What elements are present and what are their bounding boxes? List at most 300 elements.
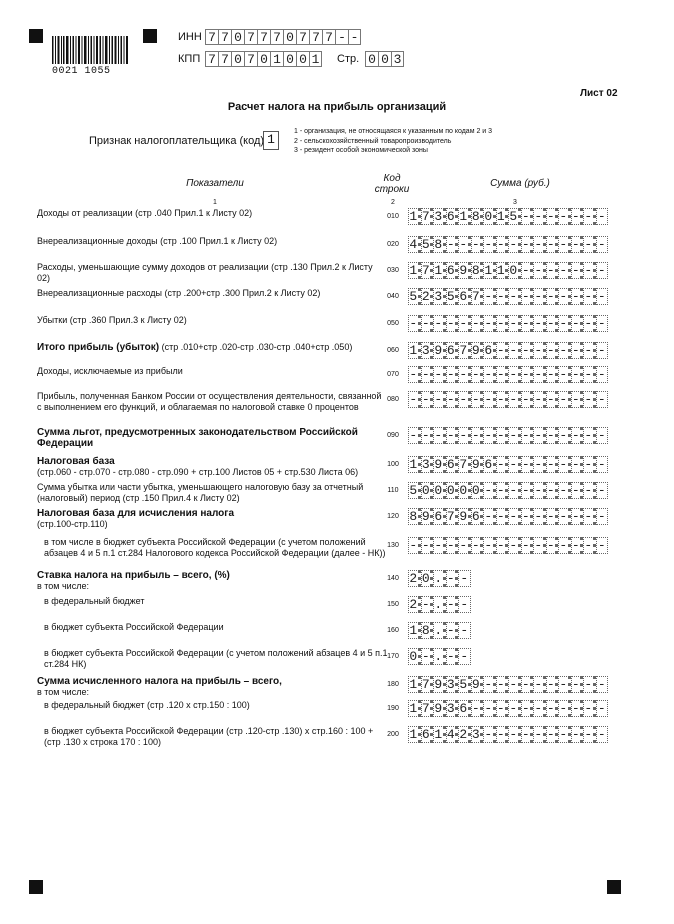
amount-cell[interactable]: 7: [446, 508, 459, 525]
amount-cell[interactable]: -: [483, 288, 496, 305]
amount-field[interactable]: [408, 726, 608, 743]
amount-field[interactable]: [408, 508, 608, 525]
amount-cell[interactable]: -: [583, 262, 596, 279]
amount-cell[interactable]: -: [558, 262, 571, 279]
amount-cell[interactable]: -: [496, 366, 509, 383]
amount-cell[interactable]: -: [458, 391, 471, 408]
amount-cell[interactable]: -: [571, 208, 584, 225]
amount-cell[interactable]: -: [533, 726, 546, 743]
kpp-cell[interactable]: 0: [231, 51, 244, 67]
amount-cell[interactable]: -: [496, 508, 509, 525]
amount-cell[interactable]: -: [471, 391, 484, 408]
amount-cell[interactable]: 1: [408, 726, 421, 743]
amount-cell[interactable]: -: [596, 676, 609, 693]
amount-cell[interactable]: -: [521, 456, 534, 473]
amount-cell[interactable]: -: [521, 342, 534, 359]
amount-cell[interactable]: -: [533, 342, 546, 359]
amount-cell[interactable]: -: [446, 596, 459, 613]
amount-cell[interactable]: -: [521, 208, 534, 225]
amount-cell[interactable]: -: [521, 262, 534, 279]
amount-cell[interactable]: -: [533, 315, 546, 332]
amount-cell[interactable]: 1: [433, 262, 446, 279]
amount-cell[interactable]: -: [483, 537, 496, 554]
amount-cell[interactable]: -: [558, 288, 571, 305]
inn-cell[interactable]: 7: [296, 29, 309, 45]
amount-cell[interactable]: -: [483, 726, 496, 743]
amount-field[interactable]: [408, 288, 608, 305]
amount-cell[interactable]: -: [558, 427, 571, 444]
amount-cell[interactable]: 6: [483, 342, 496, 359]
amount-cell[interactable]: 6: [458, 700, 471, 717]
amount-cell[interactable]: -: [571, 456, 584, 473]
amount-cell[interactable]: 7: [421, 676, 434, 693]
amount-cell[interactable]: -: [496, 342, 509, 359]
amount-cell[interactable]: -: [483, 482, 496, 499]
amount-field[interactable]: [408, 262, 608, 279]
amount-cell[interactable]: -: [496, 700, 509, 717]
amount-cell[interactable]: -: [483, 427, 496, 444]
amount-cell[interactable]: -: [596, 315, 609, 332]
amount-cell[interactable]: 4: [446, 726, 459, 743]
amount-cell[interactable]: -: [571, 676, 584, 693]
amount-cell[interactable]: -: [446, 315, 459, 332]
amount-cell[interactable]: -: [433, 537, 446, 554]
amount-cell[interactable]: 2: [458, 726, 471, 743]
amount-cell[interactable]: -: [421, 315, 434, 332]
page-number-cell[interactable]: 3: [391, 51, 404, 67]
amount-cell[interactable]: -: [446, 622, 459, 639]
amount-cell[interactable]: 1: [433, 726, 446, 743]
amount-cell[interactable]: 5: [458, 676, 471, 693]
amount-cell[interactable]: -: [446, 570, 459, 587]
amount-cell[interactable]: .: [433, 622, 446, 639]
amount-cell[interactable]: 5: [446, 288, 459, 305]
page-number-cell[interactable]: 0: [378, 51, 391, 67]
amount-cell[interactable]: -: [583, 236, 596, 253]
kpp-cell[interactable]: 1: [270, 51, 283, 67]
amount-cell[interactable]: 1: [408, 456, 421, 473]
amount-cell[interactable]: -: [583, 342, 596, 359]
amount-cell[interactable]: 7: [421, 262, 434, 279]
amount-cell[interactable]: -: [458, 648, 471, 665]
kpp-cell[interactable]: 0: [283, 51, 296, 67]
amount-cell[interactable]: -: [583, 537, 596, 554]
amount-cell[interactable]: 6: [483, 456, 496, 473]
amount-cell[interactable]: -: [521, 366, 534, 383]
inn-cell[interactable]: 7: [257, 29, 270, 45]
amount-cell[interactable]: -: [533, 288, 546, 305]
amount-cell[interactable]: -: [508, 427, 521, 444]
amount-cell[interactable]: -: [533, 456, 546, 473]
amount-cell[interactable]: -: [583, 482, 596, 499]
amount-cell[interactable]: 1: [408, 676, 421, 693]
amount-cell[interactable]: -: [558, 366, 571, 383]
amount-cell[interactable]: -: [521, 288, 534, 305]
amount-cell[interactable]: -: [571, 508, 584, 525]
amount-cell[interactable]: 4: [408, 236, 421, 253]
amount-cell[interactable]: -: [546, 508, 559, 525]
amount-cell[interactable]: 5: [421, 236, 434, 253]
amount-cell[interactable]: -: [471, 537, 484, 554]
amount-cell[interactable]: 7: [458, 456, 471, 473]
inn-cell[interactable]: -: [335, 29, 348, 45]
amount-cell[interactable]: -: [471, 700, 484, 717]
amount-cell[interactable]: -: [421, 596, 434, 613]
amount-cell[interactable]: -: [521, 236, 534, 253]
amount-cell[interactable]: -: [546, 726, 559, 743]
amount-cell[interactable]: 5: [508, 208, 521, 225]
amount-cell[interactable]: -: [458, 366, 471, 383]
amount-cell[interactable]: -: [596, 342, 609, 359]
amount-field[interactable]: [408, 366, 608, 383]
amount-cell[interactable]: -: [583, 427, 596, 444]
amount-cell[interactable]: -: [496, 676, 509, 693]
amount-cell[interactable]: -: [508, 315, 521, 332]
amount-cell[interactable]: -: [496, 315, 509, 332]
amount-cell[interactable]: -: [483, 366, 496, 383]
amount-cell[interactable]: 6: [433, 508, 446, 525]
amount-cell[interactable]: 8: [421, 622, 434, 639]
amount-cell[interactable]: -: [496, 537, 509, 554]
amount-cell[interactable]: -: [521, 315, 534, 332]
amount-cell[interactable]: -: [408, 315, 421, 332]
amount-cell[interactable]: -: [421, 648, 434, 665]
inn-cell[interactable]: 7: [244, 29, 257, 45]
amount-field[interactable]: [408, 342, 608, 359]
amount-cell[interactable]: 6: [446, 342, 459, 359]
amount-cell[interactable]: 6: [458, 288, 471, 305]
amount-cell[interactable]: 1: [458, 208, 471, 225]
amount-cell[interactable]: -: [596, 208, 609, 225]
amount-cell[interactable]: 1: [408, 208, 421, 225]
amount-cell[interactable]: -: [483, 676, 496, 693]
amount-cell[interactable]: 9: [471, 676, 484, 693]
amount-cell[interactable]: 9: [458, 262, 471, 279]
page-number-cell[interactable]: 0: [365, 51, 378, 67]
amount-field[interactable]: [408, 456, 608, 473]
amount-cell[interactable]: 3: [421, 342, 434, 359]
amount-cell[interactable]: -: [496, 391, 509, 408]
amount-cell[interactable]: -: [446, 366, 459, 383]
amount-cell[interactable]: 9: [421, 508, 434, 525]
inn-cell[interactable]: -: [348, 29, 361, 45]
amount-cell[interactable]: -: [533, 482, 546, 499]
amount-cell[interactable]: -: [583, 508, 596, 525]
amount-field[interactable]: [408, 622, 471, 639]
amount-cell[interactable]: -: [596, 508, 609, 525]
amount-cell[interactable]: -: [521, 700, 534, 717]
amount-cell[interactable]: -: [521, 508, 534, 525]
amount-cell[interactable]: 2: [408, 596, 421, 613]
amount-cell[interactable]: -: [558, 456, 571, 473]
amount-cell[interactable]: -: [533, 262, 546, 279]
amount-field[interactable]: [408, 315, 608, 332]
kpp-cell[interactable]: 0: [257, 51, 270, 67]
amount-cell[interactable]: -: [571, 427, 584, 444]
amount-cell[interactable]: -: [508, 726, 521, 743]
amount-cell[interactable]: -: [433, 427, 446, 444]
amount-field[interactable]: [408, 676, 608, 693]
amount-cell[interactable]: 0: [408, 648, 421, 665]
amount-cell[interactable]: 3: [421, 456, 434, 473]
amount-cell[interactable]: -: [508, 508, 521, 525]
amount-cell[interactable]: 1: [408, 622, 421, 639]
amount-cell[interactable]: -: [471, 315, 484, 332]
amount-cell[interactable]: -: [471, 366, 484, 383]
amount-cell[interactable]: -: [483, 508, 496, 525]
amount-cell[interactable]: 9: [433, 342, 446, 359]
amount-cell[interactable]: 3: [446, 676, 459, 693]
amount-cell[interactable]: 3: [446, 700, 459, 717]
amount-cell[interactable]: -: [421, 537, 434, 554]
amount-cell[interactable]: -: [458, 622, 471, 639]
amount-cell[interactable]: -: [546, 700, 559, 717]
amount-cell[interactable]: 0: [421, 570, 434, 587]
amount-cell[interactable]: -: [533, 366, 546, 383]
amount-field[interactable]: [408, 570, 471, 587]
amount-cell[interactable]: -: [546, 391, 559, 408]
amount-cell[interactable]: 3: [471, 726, 484, 743]
amount-cell[interactable]: -: [458, 537, 471, 554]
amount-cell[interactable]: 6: [421, 726, 434, 743]
amount-cell[interactable]: -: [421, 391, 434, 408]
amount-cell[interactable]: 6: [471, 508, 484, 525]
amount-cell[interactable]: -: [558, 700, 571, 717]
amount-cell[interactable]: -: [596, 482, 609, 499]
amount-cell[interactable]: -: [596, 288, 609, 305]
amount-cell[interactable]: -: [508, 456, 521, 473]
amount-cell[interactable]: -: [496, 726, 509, 743]
amount-cell[interactable]: -: [558, 208, 571, 225]
amount-cell[interactable]: .: [433, 596, 446, 613]
amount-cell[interactable]: -: [508, 236, 521, 253]
amount-cell[interactable]: -: [596, 427, 609, 444]
amount-cell[interactable]: -: [583, 726, 596, 743]
amount-cell[interactable]: -: [546, 288, 559, 305]
amount-cell[interactable]: -: [583, 288, 596, 305]
amount-cell[interactable]: -: [596, 456, 609, 473]
amount-cell[interactable]: -: [446, 391, 459, 408]
amount-cell[interactable]: -: [571, 236, 584, 253]
amount-cell[interactable]: 7: [471, 288, 484, 305]
amount-cell[interactable]: -: [508, 700, 521, 717]
amount-cell[interactable]: -: [446, 537, 459, 554]
amount-cell[interactable]: -: [558, 482, 571, 499]
amount-cell[interactable]: 6: [446, 456, 459, 473]
amount-cell[interactable]: -: [496, 456, 509, 473]
amount-cell[interactable]: -: [583, 315, 596, 332]
amount-cell[interactable]: 6: [446, 208, 459, 225]
kpp-cell[interactable]: 0: [296, 51, 309, 67]
amount-cell[interactable]: -: [533, 508, 546, 525]
amount-cell[interactable]: -: [521, 537, 534, 554]
amount-cell[interactable]: -: [533, 700, 546, 717]
amount-cell[interactable]: -: [508, 288, 521, 305]
amount-cell[interactable]: -: [421, 427, 434, 444]
amount-cell[interactable]: -: [571, 262, 584, 279]
amount-cell[interactable]: -: [571, 482, 584, 499]
amount-cell[interactable]: -: [571, 315, 584, 332]
amount-cell[interactable]: 0: [446, 482, 459, 499]
amount-cell[interactable]: -: [433, 366, 446, 383]
inn-cell[interactable]: 7: [205, 29, 218, 45]
amount-field[interactable]: [408, 700, 608, 717]
amount-cell[interactable]: 3: [433, 288, 446, 305]
amount-cell[interactable]: 1: [408, 700, 421, 717]
amount-cell[interactable]: 9: [433, 676, 446, 693]
amount-cell[interactable]: -: [546, 537, 559, 554]
amount-cell[interactable]: -: [571, 288, 584, 305]
amount-cell[interactable]: -: [558, 726, 571, 743]
amount-cell[interactable]: -: [533, 208, 546, 225]
amount-cell[interactable]: -: [596, 366, 609, 383]
amount-cell[interactable]: 6: [446, 262, 459, 279]
amount-cell[interactable]: 3: [433, 208, 446, 225]
amount-cell[interactable]: 1: [408, 342, 421, 359]
amount-cell[interactable]: -: [596, 262, 609, 279]
kpp-cell[interactable]: 1: [309, 51, 322, 67]
amount-cell[interactable]: -: [546, 315, 559, 332]
amount-cell[interactable]: -: [508, 342, 521, 359]
amount-cell[interactable]: 9: [471, 342, 484, 359]
amount-field[interactable]: [408, 208, 608, 225]
amount-cell[interactable]: 8: [471, 208, 484, 225]
amount-cell[interactable]: 1: [496, 262, 509, 279]
inn-cell[interactable]: 7: [218, 29, 231, 45]
amount-cell[interactable]: -: [446, 427, 459, 444]
amount-cell[interactable]: -: [571, 537, 584, 554]
amount-cell[interactable]: 2: [408, 570, 421, 587]
inn-cell[interactable]: 0: [283, 29, 296, 45]
amount-cell[interactable]: -: [546, 236, 559, 253]
amount-cell[interactable]: -: [483, 236, 496, 253]
amount-cell[interactable]: 5: [408, 482, 421, 499]
amount-cell[interactable]: 7: [458, 342, 471, 359]
amount-cell[interactable]: -: [521, 482, 534, 499]
amount-cell[interactable]: -: [558, 676, 571, 693]
amount-cell[interactable]: 8: [471, 262, 484, 279]
amount-cell[interactable]: -: [558, 537, 571, 554]
amount-cell[interactable]: -: [571, 391, 584, 408]
amount-cell[interactable]: -: [471, 427, 484, 444]
amount-field[interactable]: [408, 537, 608, 554]
amount-cell[interactable]: -: [571, 726, 584, 743]
amount-cell[interactable]: 9: [433, 456, 446, 473]
amount-cell[interactable]: -: [408, 366, 421, 383]
amount-cell[interactable]: -: [533, 391, 546, 408]
amount-cell[interactable]: -: [558, 508, 571, 525]
amount-cell[interactable]: 9: [458, 508, 471, 525]
amount-cell[interactable]: -: [583, 676, 596, 693]
amount-cell[interactable]: -: [533, 537, 546, 554]
amount-cell[interactable]: -: [508, 482, 521, 499]
taxpayer-sign-field[interactable]: 1: [263, 131, 279, 150]
amount-cell[interactable]: -: [558, 342, 571, 359]
amount-cell[interactable]: -: [533, 676, 546, 693]
amount-field[interactable]: [408, 236, 608, 253]
inn-cell[interactable]: 0: [231, 29, 244, 45]
amount-cell[interactable]: -: [508, 676, 521, 693]
amount-cell[interactable]: 0: [458, 482, 471, 499]
amount-cell[interactable]: 0: [508, 262, 521, 279]
amount-cell[interactable]: 0: [471, 482, 484, 499]
amount-cell[interactable]: 0: [483, 208, 496, 225]
amount-cell[interactable]: -: [596, 726, 609, 743]
amount-cell[interactable]: 8: [433, 236, 446, 253]
amount-cell[interactable]: -: [508, 366, 521, 383]
amount-cell[interactable]: 1: [496, 208, 509, 225]
amount-cell[interactable]: -: [421, 366, 434, 383]
amount-cell[interactable]: -: [496, 236, 509, 253]
amount-cell[interactable]: -: [596, 700, 609, 717]
amount-cell[interactable]: -: [433, 315, 446, 332]
amount-cell[interactable]: -: [446, 236, 459, 253]
amount-field[interactable]: [408, 648, 471, 665]
amount-cell[interactable]: -: [546, 342, 559, 359]
amount-cell[interactable]: 0: [421, 482, 434, 499]
amount-cell[interactable]: 0: [433, 482, 446, 499]
amount-cell[interactable]: -: [558, 315, 571, 332]
amount-cell[interactable]: 8: [408, 508, 421, 525]
amount-cell[interactable]: -: [571, 700, 584, 717]
amount-cell[interactable]: -: [596, 391, 609, 408]
inn-cell[interactable]: 7: [309, 29, 322, 45]
amount-cell[interactable]: -: [458, 315, 471, 332]
amount-cell[interactable]: -: [546, 676, 559, 693]
amount-cell[interactable]: -: [508, 537, 521, 554]
amount-cell[interactable]: -: [483, 315, 496, 332]
amount-cell[interactable]: -: [546, 366, 559, 383]
amount-cell[interactable]: -: [533, 427, 546, 444]
amount-field[interactable]: [408, 391, 608, 408]
amount-cell[interactable]: -: [596, 537, 609, 554]
inn-cell[interactable]: 7: [322, 29, 335, 45]
amount-cell[interactable]: -: [433, 391, 446, 408]
amount-cell[interactable]: -: [546, 208, 559, 225]
amount-cell[interactable]: -: [583, 391, 596, 408]
amount-cell[interactable]: -: [521, 427, 534, 444]
amount-cell[interactable]: -: [546, 456, 559, 473]
amount-cell[interactable]: -: [471, 236, 484, 253]
amount-cell[interactable]: -: [408, 537, 421, 554]
amount-cell[interactable]: -: [496, 288, 509, 305]
amount-cell[interactable]: -: [446, 648, 459, 665]
amount-cell[interactable]: -: [533, 236, 546, 253]
amount-cell[interactable]: 7: [421, 208, 434, 225]
amount-cell[interactable]: .: [433, 570, 446, 587]
amount-cell[interactable]: -: [583, 700, 596, 717]
amount-cell[interactable]: -: [458, 596, 471, 613]
amount-cell[interactable]: -: [496, 482, 509, 499]
kpp-cell[interactable]: 7: [205, 51, 218, 67]
amount-cell[interactable]: -: [571, 342, 584, 359]
amount-cell[interactable]: -: [558, 236, 571, 253]
amount-cell[interactable]: 9: [433, 700, 446, 717]
amount-cell[interactable]: -: [483, 391, 496, 408]
amount-cell[interactable]: 7: [421, 700, 434, 717]
amount-cell[interactable]: -: [508, 391, 521, 408]
amount-cell[interactable]: -: [583, 366, 596, 383]
amount-cell[interactable]: 1: [408, 262, 421, 279]
amount-cell[interactable]: -: [521, 726, 534, 743]
amount-cell[interactable]: -: [583, 208, 596, 225]
amount-field[interactable]: [408, 482, 608, 499]
amount-cell[interactable]: -: [558, 391, 571, 408]
amount-field[interactable]: [408, 596, 471, 613]
amount-cell[interactable]: -: [408, 427, 421, 444]
amount-cell[interactable]: -: [546, 262, 559, 279]
inn-cell[interactable]: 7: [270, 29, 283, 45]
